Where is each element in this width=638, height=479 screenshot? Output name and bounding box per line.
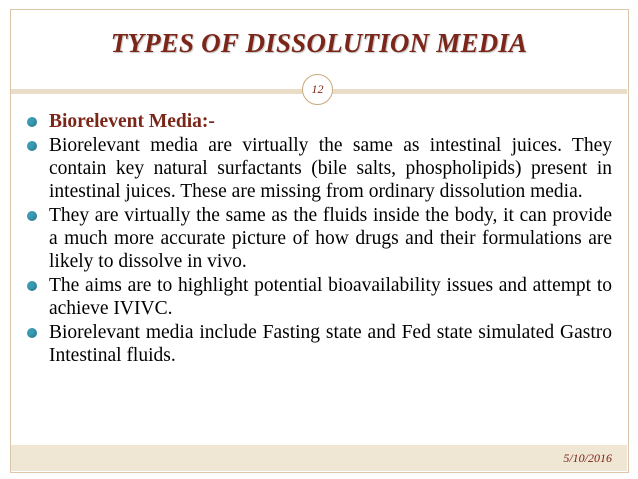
bullet-icon bbox=[27, 328, 37, 338]
page-number-badge: 12 bbox=[302, 74, 333, 105]
slide-date: 5/10/2016 bbox=[563, 451, 612, 465]
bullet-text: Biorelevant media include Fasting state and Fed state simulated Gastro Intestinal fluids. bbox=[49, 322, 612, 366]
bullet-icon bbox=[27, 141, 37, 151]
bullet-list bbox=[27, 110, 612, 368]
bullet-heading-text: Biorelevent Media:- bbox=[49, 111, 215, 132]
bullet-text: The aims are to highlight potential bioavailability issues and attempt to achieve IVIVC. bbox=[49, 275, 612, 319]
bullet-item bbox=[27, 321, 612, 367]
bullet-item bbox=[27, 274, 612, 320]
footer-band bbox=[11, 445, 627, 471]
bullet-icon bbox=[27, 211, 37, 221]
bullet-text: They are virtually the same as the fluids inside the body, it can provide a much more accurate picture of how drugs and their formulations are likely to dissolve in vivo. bbox=[49, 205, 612, 272]
bullet-item bbox=[27, 204, 612, 273]
bullet-item-heading bbox=[27, 110, 612, 133]
slide-title: TYPES OF DISSOLUTION MEDIA bbox=[110, 28, 528, 58]
bullet-item bbox=[27, 134, 612, 203]
bullet-icon bbox=[27, 281, 37, 291]
bullet-text: Biorelevant media are virtually the same as intestinal juices. They contain key natural surfactants (bile salts, phospholipids) present in intestinal juices. These are missing from ordinary dissolution media. bbox=[49, 135, 612, 202]
bullet-icon bbox=[27, 117, 37, 127]
